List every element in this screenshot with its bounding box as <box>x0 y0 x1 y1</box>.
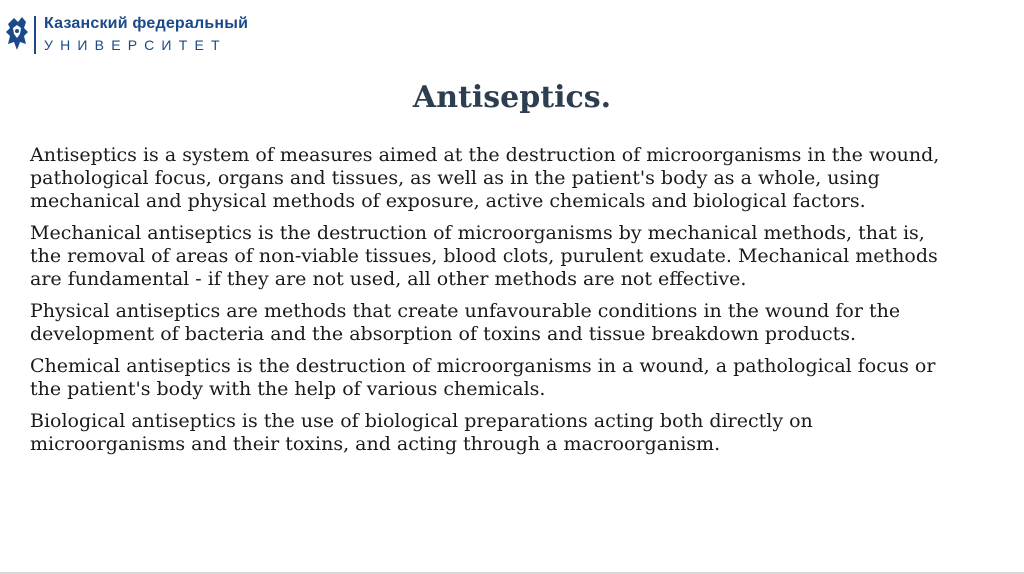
paragraph-biological-antiseptics: Biological antiseptics is the use of biological preparations acting both directly on microorganisms and their toxins, and acting through a macroorganism. <box>30 410 813 455</box>
paragraph-physical-antiseptics: Physical antiseptics are methods that create unfavourable conditions in the wound for the development of bacteria and the absorption of toxins and tissue breakdown products. <box>30 300 901 345</box>
university-logo <box>0 10 249 60</box>
slide-content <box>30 144 960 465</box>
logo-text-line2: УНИВЕРСИТЕТ <box>44 37 227 53</box>
slide-title: Antiseptics. <box>412 80 612 115</box>
logo-divider <box>34 16 36 54</box>
logo-text-line1: Казанский федеральный <box>44 15 249 32</box>
university-emblem-icon <box>4 14 30 56</box>
paragraph-antiseptics-definition: Antiseptics is a system of measures aimed at the destruction of microorganisms in the wound, pathological focus, organs and tissues, as well as in the patient's body as a whole, using mechanical and physical methods of exposure, active chemicals and biological factors. <box>30 144 940 212</box>
paragraph-chemical-antiseptics: Chemical antiseptics is the destruction of microorganisms in a wound, a pathological focus or the patient's body with the help of various chemicals. <box>30 355 936 400</box>
paragraph-mechanical-antiseptics: Mechanical antiseptics is the destruction of microorganisms by mechanical methods, that is, the removal of areas of non-viable tissues, blood clots, purulent exudate. Mechanical methods are fundamental - if they are not used, all other methods are not effective. <box>30 222 938 290</box>
